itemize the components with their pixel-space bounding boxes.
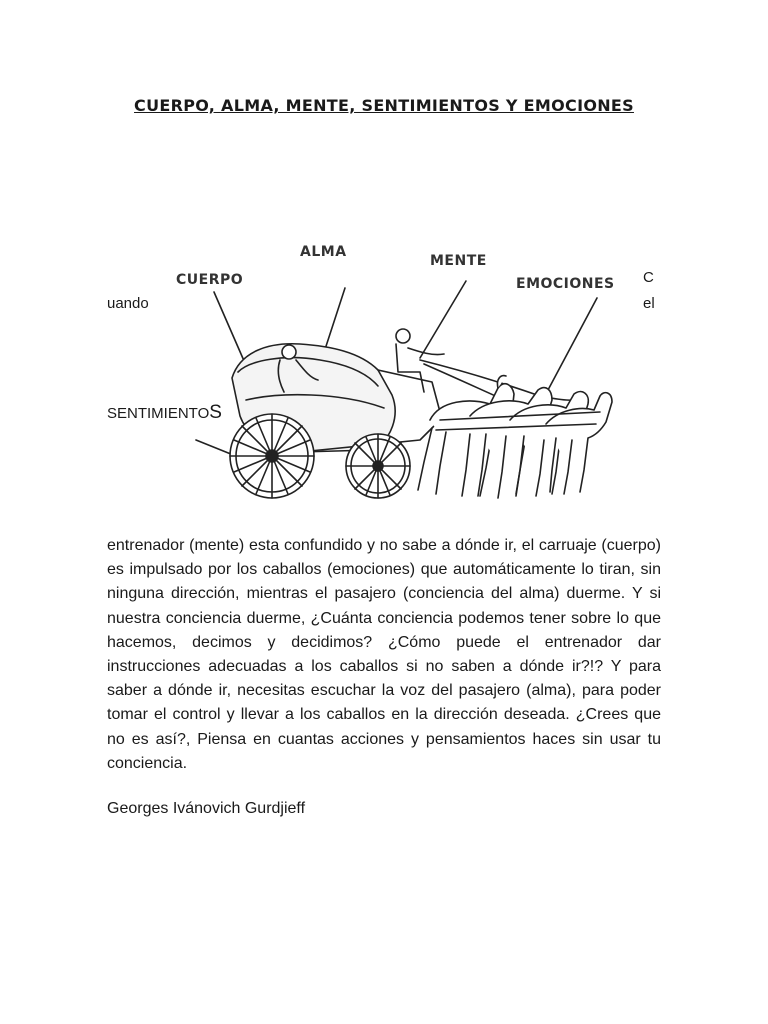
- sentimientos-label-main: SENTIMIENTO: [107, 405, 210, 422]
- emociones-label: EMOCIONES: [516, 276, 615, 292]
- sentimientos-label-tail: S: [209, 402, 222, 423]
- document-title: CUERPO, ALMA, MENTE, SENTIMIENTOS Y EMOCIONES: [134, 96, 634, 115]
- rear-wheel: [230, 414, 314, 498]
- author-signature: Georges Ivánovich Gurdjieff: [107, 800, 306, 817]
- sentimientos-label: [107, 402, 222, 424]
- mente-label: MENTE: [430, 253, 487, 269]
- text-fragment-el: el: [643, 295, 655, 312]
- alma-leader-line: [315, 288, 345, 380]
- text-fragment-c: C: [643, 269, 654, 286]
- text-fragment-uando: uando: [107, 295, 149, 312]
- driver-head: [396, 329, 410, 343]
- horses: [418, 376, 612, 498]
- emociones-leader-line: [540, 298, 597, 405]
- alma-label: ALMA: [300, 244, 347, 260]
- body-paragraph: entrenador (mente) esta confundido y no sabe a dónde ir, el carruaje (cuerpo) es impulsado por los caballos (emociones) que automáticamente lo tiran, sin ninguna dirección, mientras el pasajero (conciencia del alma) duerme. Y si nuestra conciencia duerme, ¿Cuánta conciencia podemos tener sobre lo que hacemos, decimos y decidimos? ¿Cómo puede el entrenador dar instrucciones adecuadas a los caballos si no saben a dónde ir?!? Y para saber a dónde ir, necesitas escuchar la voz del pasajero (alma), para poder tomar el control y llevar a los caballos en la dirección deseada. ¿Crees que no es así?, Piensa en cuantas acciones y pensamientos haces sin usar tu conciencia.: [107, 537, 661, 772]
- cuerpo-leader-line: [214, 292, 248, 370]
- front-wheel: [346, 434, 410, 498]
- passenger-head: [282, 345, 296, 359]
- cuerpo-label: CUERPO: [176, 272, 244, 288]
- carriage-body: [232, 344, 395, 452]
- mente-leader-line: [420, 281, 466, 358]
- sentimientos-leader-line: [196, 440, 258, 465]
